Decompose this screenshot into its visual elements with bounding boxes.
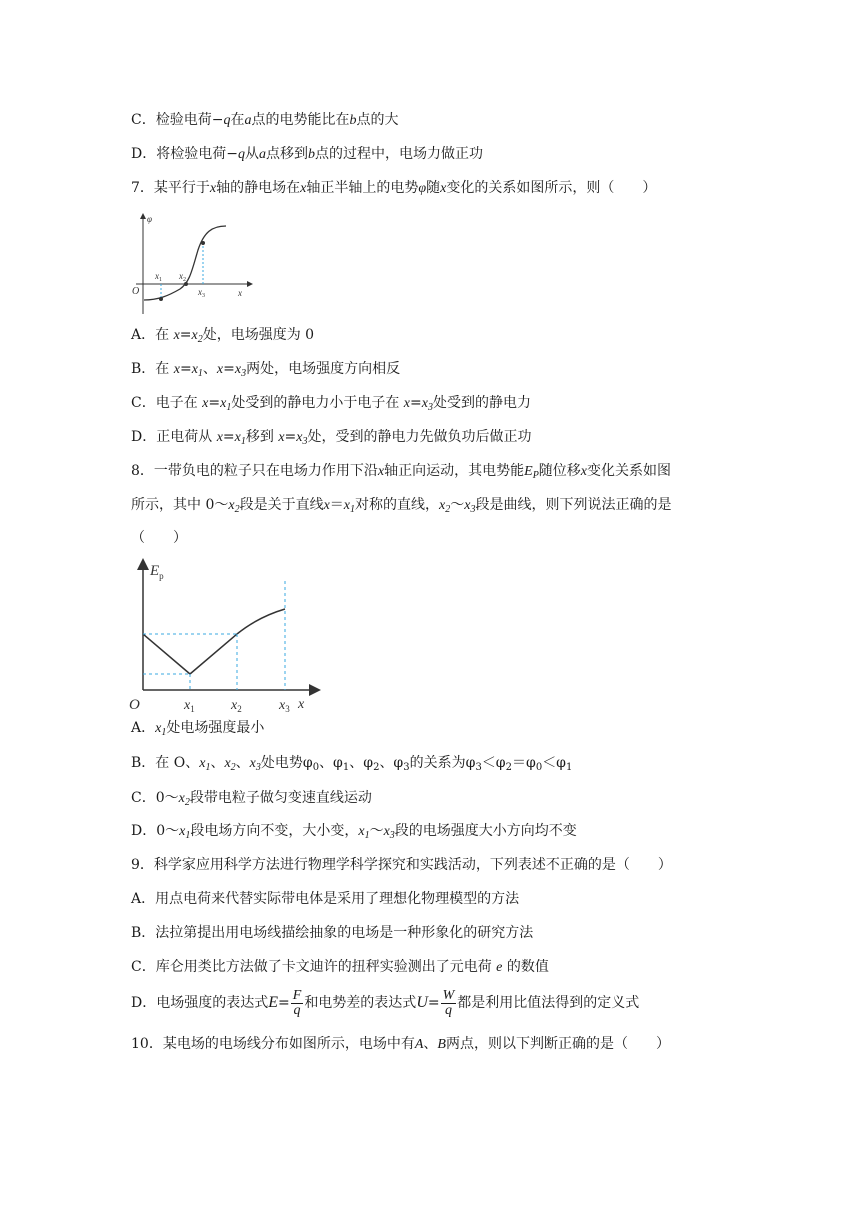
- q8-stem-line1: 8．一带负电的粒子只在电场力作用下沿x轴正向运动，其电势能$E_P$随位移x变化关系如图: [131, 463, 672, 481]
- potential-difference-fraction: $\frac{W}{q}$: [442, 987, 455, 1018]
- q7-option-b: B．在 $x=x_1$、$x=x_3$两处，电场强度方向相反: [131, 361, 401, 379]
- q7-option-d: D．正电荷从 $x=x_1$移到 $x=x_3$处，受到的静电力先做负功后做正功: [131, 429, 532, 447]
- q9-option-d: D．电场强度的表达式E= $\frac{F}{q}$ 和电势差的表达式U= $\frac{W}{q}$ 都是利用比值法得到的定义式: [131, 987, 640, 1018]
- q8-ep-line-descending: [143, 634, 190, 674]
- q7-potential-curve: [144, 226, 226, 300]
- q9-option-b: B．法拉第提出用电场线描绘抽象的电场是一种形象化的研究方法: [131, 925, 534, 941]
- q7-stem: 7．某平行于x轴的静电场在x轴正半轴上的电势φ随x变化的关系如图所示，则（ ）: [131, 180, 657, 196]
- q8-x3-label: $x_3$: [279, 698, 290, 714]
- q8-option-b: B．在 O、$x_1$、$x_2$、$x_3$处电势$\varphi_0$、$\varphi_1$、$\varphi_2$、$\varphi_3$的关系为$\varphi_3<\varphi_2=\varphi_0<\varphi_1$: [131, 755, 573, 773]
- q7-potential-graph: [128, 210, 258, 318]
- q7-x-label: x: [238, 288, 242, 298]
- q8-origin-label: O: [129, 697, 140, 713]
- field-strength-fraction: $\frac{F}{q}$: [292, 987, 302, 1018]
- q8-option-c: C．$0\sim x_2$段带电粒子做匀变速直线运动: [131, 790, 372, 808]
- q7-option-a: A．在 $x=x_2$处，电场强度为 0: [131, 327, 315, 345]
- q7-y-label: φ: [147, 214, 152, 224]
- q8-x2-label: $x_2$: [231, 698, 242, 714]
- q6-option-d: D．将检验电荷−q从a点移到b点的过程中，电场力做正功: [131, 146, 483, 162]
- q10-stem: 10．某电场的电场线分布如图所示，电场中有A、B两点，则以下判断正确的是（ ）: [131, 1036, 670, 1052]
- q8-y-label: $E_p$: [150, 563, 164, 581]
- q7-point-x1: [159, 297, 163, 301]
- q6-option-c: C．检验电荷−q在a点的电势能比在b点的大: [131, 112, 399, 128]
- q7-origin-label: O: [132, 286, 140, 297]
- q8-option-a: A．$x_1$处电场强度最小: [131, 720, 265, 738]
- q7-point-x3: [201, 241, 205, 245]
- q9-option-a: A．用点电荷来代替实际带电体是采用了理想化物理模型的方法: [131, 891, 520, 907]
- q9-option-c: C．库仑用类比方法做了卡文迪许的扭秤实验测出了元电荷 e 的数值: [131, 959, 549, 975]
- q7-x2-label: $x_2$: [179, 271, 186, 283]
- q8-stem-line3: （ ）: [131, 530, 187, 546]
- q8-energy-graph: [128, 555, 328, 715]
- q9-stem: 9．科学家应用科学方法进行物理学科学探究和实践活动，下列表述不正确的是（ ）: [131, 857, 672, 873]
- q7-x1-label: $x_1$: [155, 271, 162, 283]
- q8-x1-label: $x_1$: [184, 698, 195, 714]
- q7-x3-label: $x_3$: [198, 287, 205, 299]
- q8-ep-curve: [237, 609, 285, 634]
- q8-option-d: D．$0\sim x_1$段电场方向不变，大小变，$x_1\sim x_3$段的电场强度大小方向均不变: [131, 823, 577, 841]
- q8-stem-line2: 所示，其中 $0\sim x_2$段是关于直线$x=x_1$对称的直线，$x_2\sim x_3$段是曲线，则下列说法正确的是: [131, 497, 672, 515]
- q8-x-label: x: [298, 697, 305, 712]
- q8-ep-line-ascending: [190, 634, 237, 674]
- q7-option-c: C．电子在 $x=x_1$处受到的静电力小于电子在 $x=x_3$处受到的静电力: [131, 395, 531, 413]
